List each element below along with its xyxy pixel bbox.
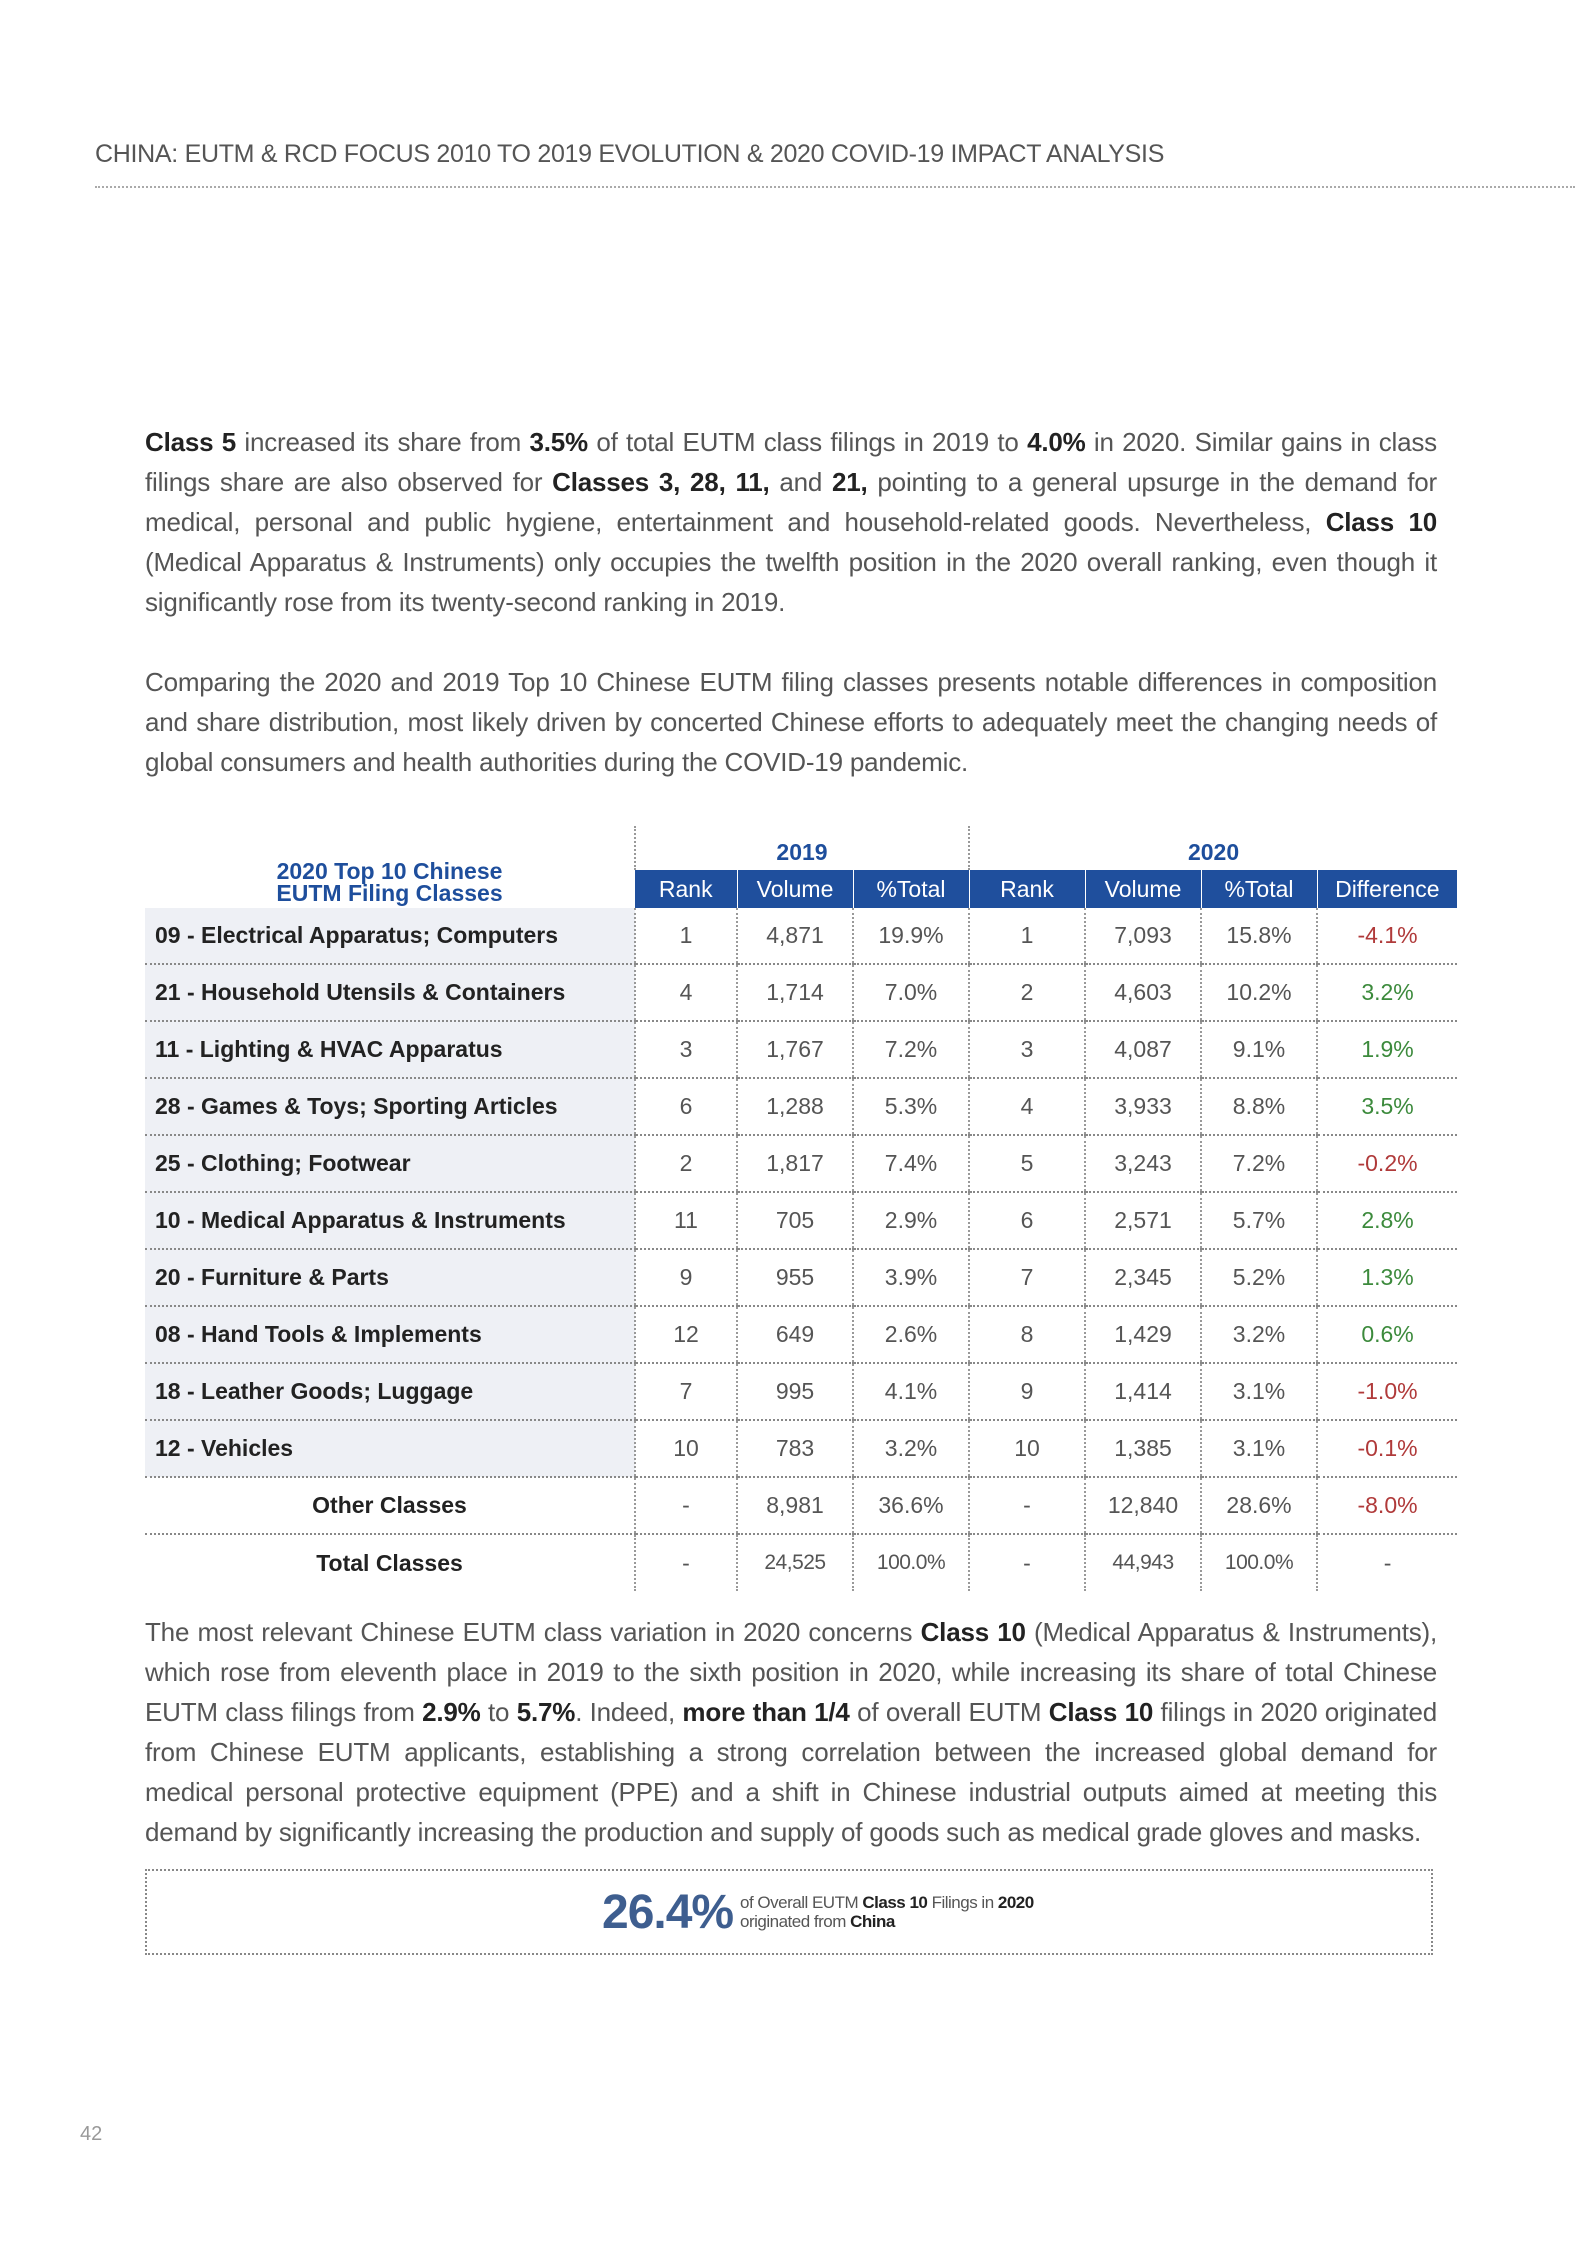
p19-cell: 3.2% [853,1420,969,1477]
total-2019-header: %Total [853,870,969,908]
table-row [145,1078,1457,1135]
p19-cell: 36.6% [853,1477,969,1534]
p20-cell: 100.0% [1201,1534,1317,1591]
table-row [145,1363,1457,1420]
table-row [145,1192,1457,1249]
table-row [145,908,1457,964]
class-name-cell: Other Classes [145,1477,635,1534]
r19-cell: 3 [635,1021,737,1078]
class-name-cell: 08 - Hand Tools & Implements [145,1306,635,1363]
r20-cell: 6 [969,1192,1085,1249]
diff-cell: 0.6% [1317,1306,1457,1363]
v20-cell: 1,429 [1085,1306,1201,1363]
class-name-cell: 12 - Vehicles [145,1420,635,1477]
v20-cell: 12,840 [1085,1477,1201,1534]
v19-cell: 1,714 [737,964,853,1021]
page-header: CHINA: EUTM & RCD FOCUS 2010 TO 2019 EVOLUTION & 2020 COVID-19 IMPACT ANALYSIS [95,140,1165,168]
statistic-callout-box [145,1869,1433,1955]
v20-cell: 2,345 [1085,1249,1201,1306]
diff-cell: -8.0% [1317,1477,1457,1534]
p19-cell: 7.2% [853,1021,969,1078]
v19-cell: 783 [737,1420,853,1477]
header-divider [95,186,1575,188]
v20-cell: 7,093 [1085,908,1201,964]
class-column-header: 2020 Top 10 Chinese EUTM Filing Classes [276,858,503,906]
v20-cell: 4,087 [1085,1021,1201,1078]
v20-cell: 4,603 [1085,964,1201,1021]
r20-cell: 4 [969,1078,1085,1135]
r19-cell: 10 [635,1420,737,1477]
r19-cell: 12 [635,1306,737,1363]
p19-cell: 19.9% [853,908,969,964]
diff-cell: 1.3% [1317,1249,1457,1306]
class-name-cell: 10 - Medical Apparatus & Instruments [145,1192,635,1249]
r19-cell: 9 [635,1249,737,1306]
p20-cell: 15.8% [1201,908,1317,964]
p20-cell: 8.8% [1201,1078,1317,1135]
callout-value: 26.4% [602,1886,734,1939]
p19-cell: 100.0% [853,1534,969,1591]
p20-cell: 9.1% [1201,1021,1317,1078]
v19-cell: 1,288 [737,1078,853,1135]
class-name-cell: 09 - Electrical Apparatus; Computers [145,908,635,964]
p20-cell: 7.2% [1201,1135,1317,1192]
v20-cell: 3,933 [1085,1078,1201,1135]
v19-cell: 955 [737,1249,853,1306]
table-row [145,964,1457,1021]
r19-cell: - [635,1477,737,1534]
v20-cell: 1,414 [1085,1363,1201,1420]
table-row [145,1249,1457,1306]
class-name-cell: 18 - Leather Goods; Luggage [145,1363,635,1420]
table-row [145,1135,1457,1192]
v20-cell: 2,571 [1085,1192,1201,1249]
diff-cell: 3.2% [1317,964,1457,1021]
class-name-cell: 25 - Clothing; Footwear [145,1135,635,1192]
class-name-cell: 21 - Household Utensils & Containers [145,964,635,1021]
r20-cell: 7 [969,1249,1085,1306]
year-2020-header: 2020 [969,826,1457,870]
top10-classes-table [145,826,1457,1591]
table-row [145,1420,1457,1477]
total-2020-header: %Total [1201,870,1317,908]
table-row-other [145,1477,1457,1534]
p20-cell: 3.2% [1201,1306,1317,1363]
r20-cell: 3 [969,1021,1085,1078]
diff-cell: -1.0% [1317,1363,1457,1420]
volume-2020-header: Volume [1085,870,1201,908]
v19-cell: 1,817 [737,1135,853,1192]
v19-cell: 649 [737,1306,853,1363]
p20-cell: 3.1% [1201,1420,1317,1477]
rank-2019-header: Rank [635,870,737,908]
r19-cell: - [635,1534,737,1591]
class-name-cell: 11 - Lighting & HVAC Apparatus [145,1021,635,1078]
p20-cell: 5.2% [1201,1249,1317,1306]
p20-cell: 10.2% [1201,964,1317,1021]
rank-2020-header: Rank [969,870,1085,908]
paragraph-class5-share: Class 5 increased its share from 3.5% of total EUTM class filings in 2019 to 4.0% in 2020. Similar gains in class filings share are also observed for Classes 3, 28, 11, and 21, pointing to a general upsurge in the demand for medical, personal and public hygiene, entertainment and household-related goods. Nevertheless, Class 10 (Medical Apparatus & Instruments) only occupies the twelfth position in the 2020 overall ranking, even though it significantly rose from its twenty-second ranking in 2019. [145,427,1437,617]
diff-cell: -0.1% [1317,1420,1457,1477]
difference-header: Difference [1317,870,1457,908]
diff-cell: 3.5% [1317,1078,1457,1135]
r19-cell: 4 [635,964,737,1021]
diff-cell: -0.2% [1317,1135,1457,1192]
r19-cell: 6 [635,1078,737,1135]
r20-cell: - [969,1534,1085,1591]
table-row [145,1021,1457,1078]
v19-cell: 995 [737,1363,853,1420]
v19-cell: 1,767 [737,1021,853,1078]
volume-2019-header: Volume [737,870,853,908]
p19-cell: 4.1% [853,1363,969,1420]
v19-cell: 4,871 [737,908,853,964]
r20-cell: 8 [969,1306,1085,1363]
p19-cell: 7.4% [853,1135,969,1192]
v19-cell: 8,981 [737,1477,853,1534]
v19-cell: 705 [737,1192,853,1249]
p20-cell: 28.6% [1201,1477,1317,1534]
diff-cell: - [1317,1534,1457,1591]
v20-cell: 3,243 [1085,1135,1201,1192]
r19-cell: 1 [635,908,737,964]
table-row-total [145,1534,1457,1591]
r19-cell: 7 [635,1363,737,1420]
r19-cell: 2 [635,1135,737,1192]
p20-cell: 5.7% [1201,1192,1317,1249]
p19-cell: 2.6% [853,1306,969,1363]
diff-cell: 2.8% [1317,1192,1457,1249]
r20-cell: 2 [969,964,1085,1021]
r20-cell: - [969,1477,1085,1534]
v20-cell: 1,385 [1085,1420,1201,1477]
callout-caption: of Overall EUTM Class 10 Filings in 2020 originated from China [740,1893,1034,1931]
table-row [145,1306,1457,1363]
page-number: 42 [80,2123,103,2145]
diff-cell: 1.9% [1317,1021,1457,1078]
p19-cell: 2.9% [853,1192,969,1249]
r20-cell: 10 [969,1420,1085,1477]
v20-cell: 44,943 [1085,1534,1201,1591]
r19-cell: 11 [635,1192,737,1249]
r20-cell: 5 [969,1135,1085,1192]
r20-cell: 9 [969,1363,1085,1420]
v19-cell: 24,525 [737,1534,853,1591]
p19-cell: 7.0% [853,964,969,1021]
class-name-cell: Total Classes [145,1534,635,1591]
p20-cell: 3.1% [1201,1363,1317,1420]
class-name-cell: 28 - Games & Toys; Sporting Articles [145,1078,635,1135]
paragraph-class10-variation: The most relevant Chinese EUTM class variation in 2020 concerns Class 10 (Medical Apparatus & Instruments), which rose from eleventh place in 2019 to the sixth position in 2020, while increasing its share of total Chinese EUTM class filings from 2.9% to 5.7%. Indeed, more than 1/4 of overall EUTM Class 10 filings in 2020 originated from Chinese EUTM applicants, establishing a strong correlation between the increased global demand for medical personal protective equipment (PPE) and a shift in Chinese industrial outputs aimed at meeting this demand by significantly increasing the production and supply of goods such as medical grade gloves and masks. [145,1617,1437,1847]
diff-cell: -4.1% [1317,908,1457,964]
r20-cell: 1 [969,908,1085,964]
paragraph-comparison: Comparing the 2020 and 2019 Top 10 Chinese EUTM filing classes presents notable differences in composition and share distribution, most likely driven by concerted Chinese efforts to adequately meet the changing needs of global consumers and health authorities during the COVID-19 pandemic. [145,667,1437,777]
p19-cell: 5.3% [853,1078,969,1135]
p19-cell: 3.9% [853,1249,969,1306]
class-name-cell: 20 - Furniture & Parts [145,1249,635,1306]
year-2019-header: 2019 [635,826,969,870]
